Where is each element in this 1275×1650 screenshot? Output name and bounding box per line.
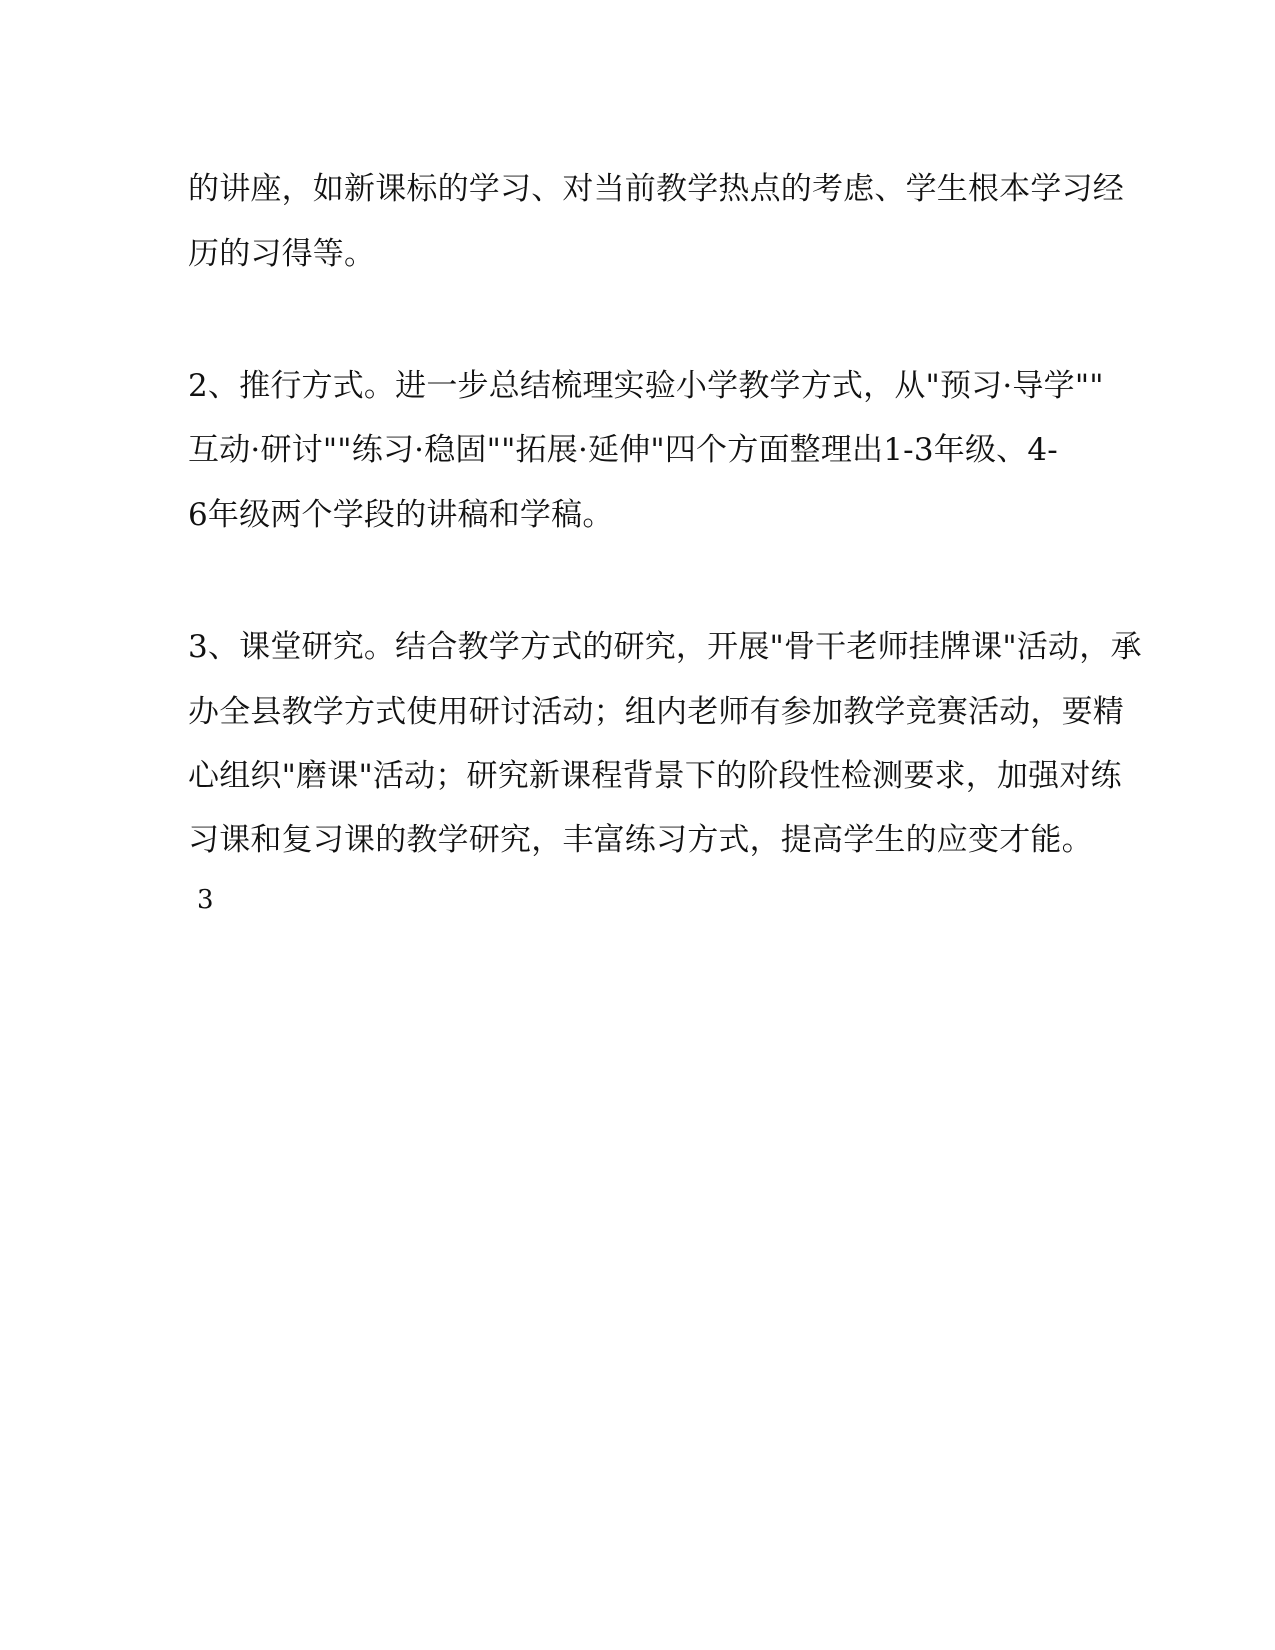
paragraph-3-line-3: 心组织"磨课"活动；研究新课程背景下的阶段性检测要求，加强对练 <box>188 758 1122 794</box>
paragraph-3-line-1: 3、课堂研究。结合教学方式的研究，开展"骨干老师挂牌课"活动，承 <box>188 629 1142 665</box>
paragraph-2-line-1: 2、推行方式。进一步总结梳理实验小学教学方式，从"预习·导学"" <box>188 368 1104 404</box>
paragraph-3-line-4: 习课和复习课的教学研究，丰富练习方式，提高学生的应变才能。 <box>188 822 1093 858</box>
paragraph-2-line-3: 6年级两个学段的讲稿和学稿。 <box>188 497 614 533</box>
paragraph-1-line-1: 的讲座，如新课标的学习、对当前教学热点的考虑、学生根本学习经 <box>188 171 1124 207</box>
paragraph-1-line-2: 历的习得等。 <box>188 236 376 272</box>
paragraph-3-line-2: 办全县教学方式使用研讨活动；组内老师有参加教学竞赛活动，要精 <box>188 694 1124 730</box>
page-number: 3 <box>197 885 214 915</box>
paragraph-2-line-2: 互动·研讨""练习·稳固""拓展·延伸"四个方面整理出1-3年级、4- <box>188 432 1058 468</box>
